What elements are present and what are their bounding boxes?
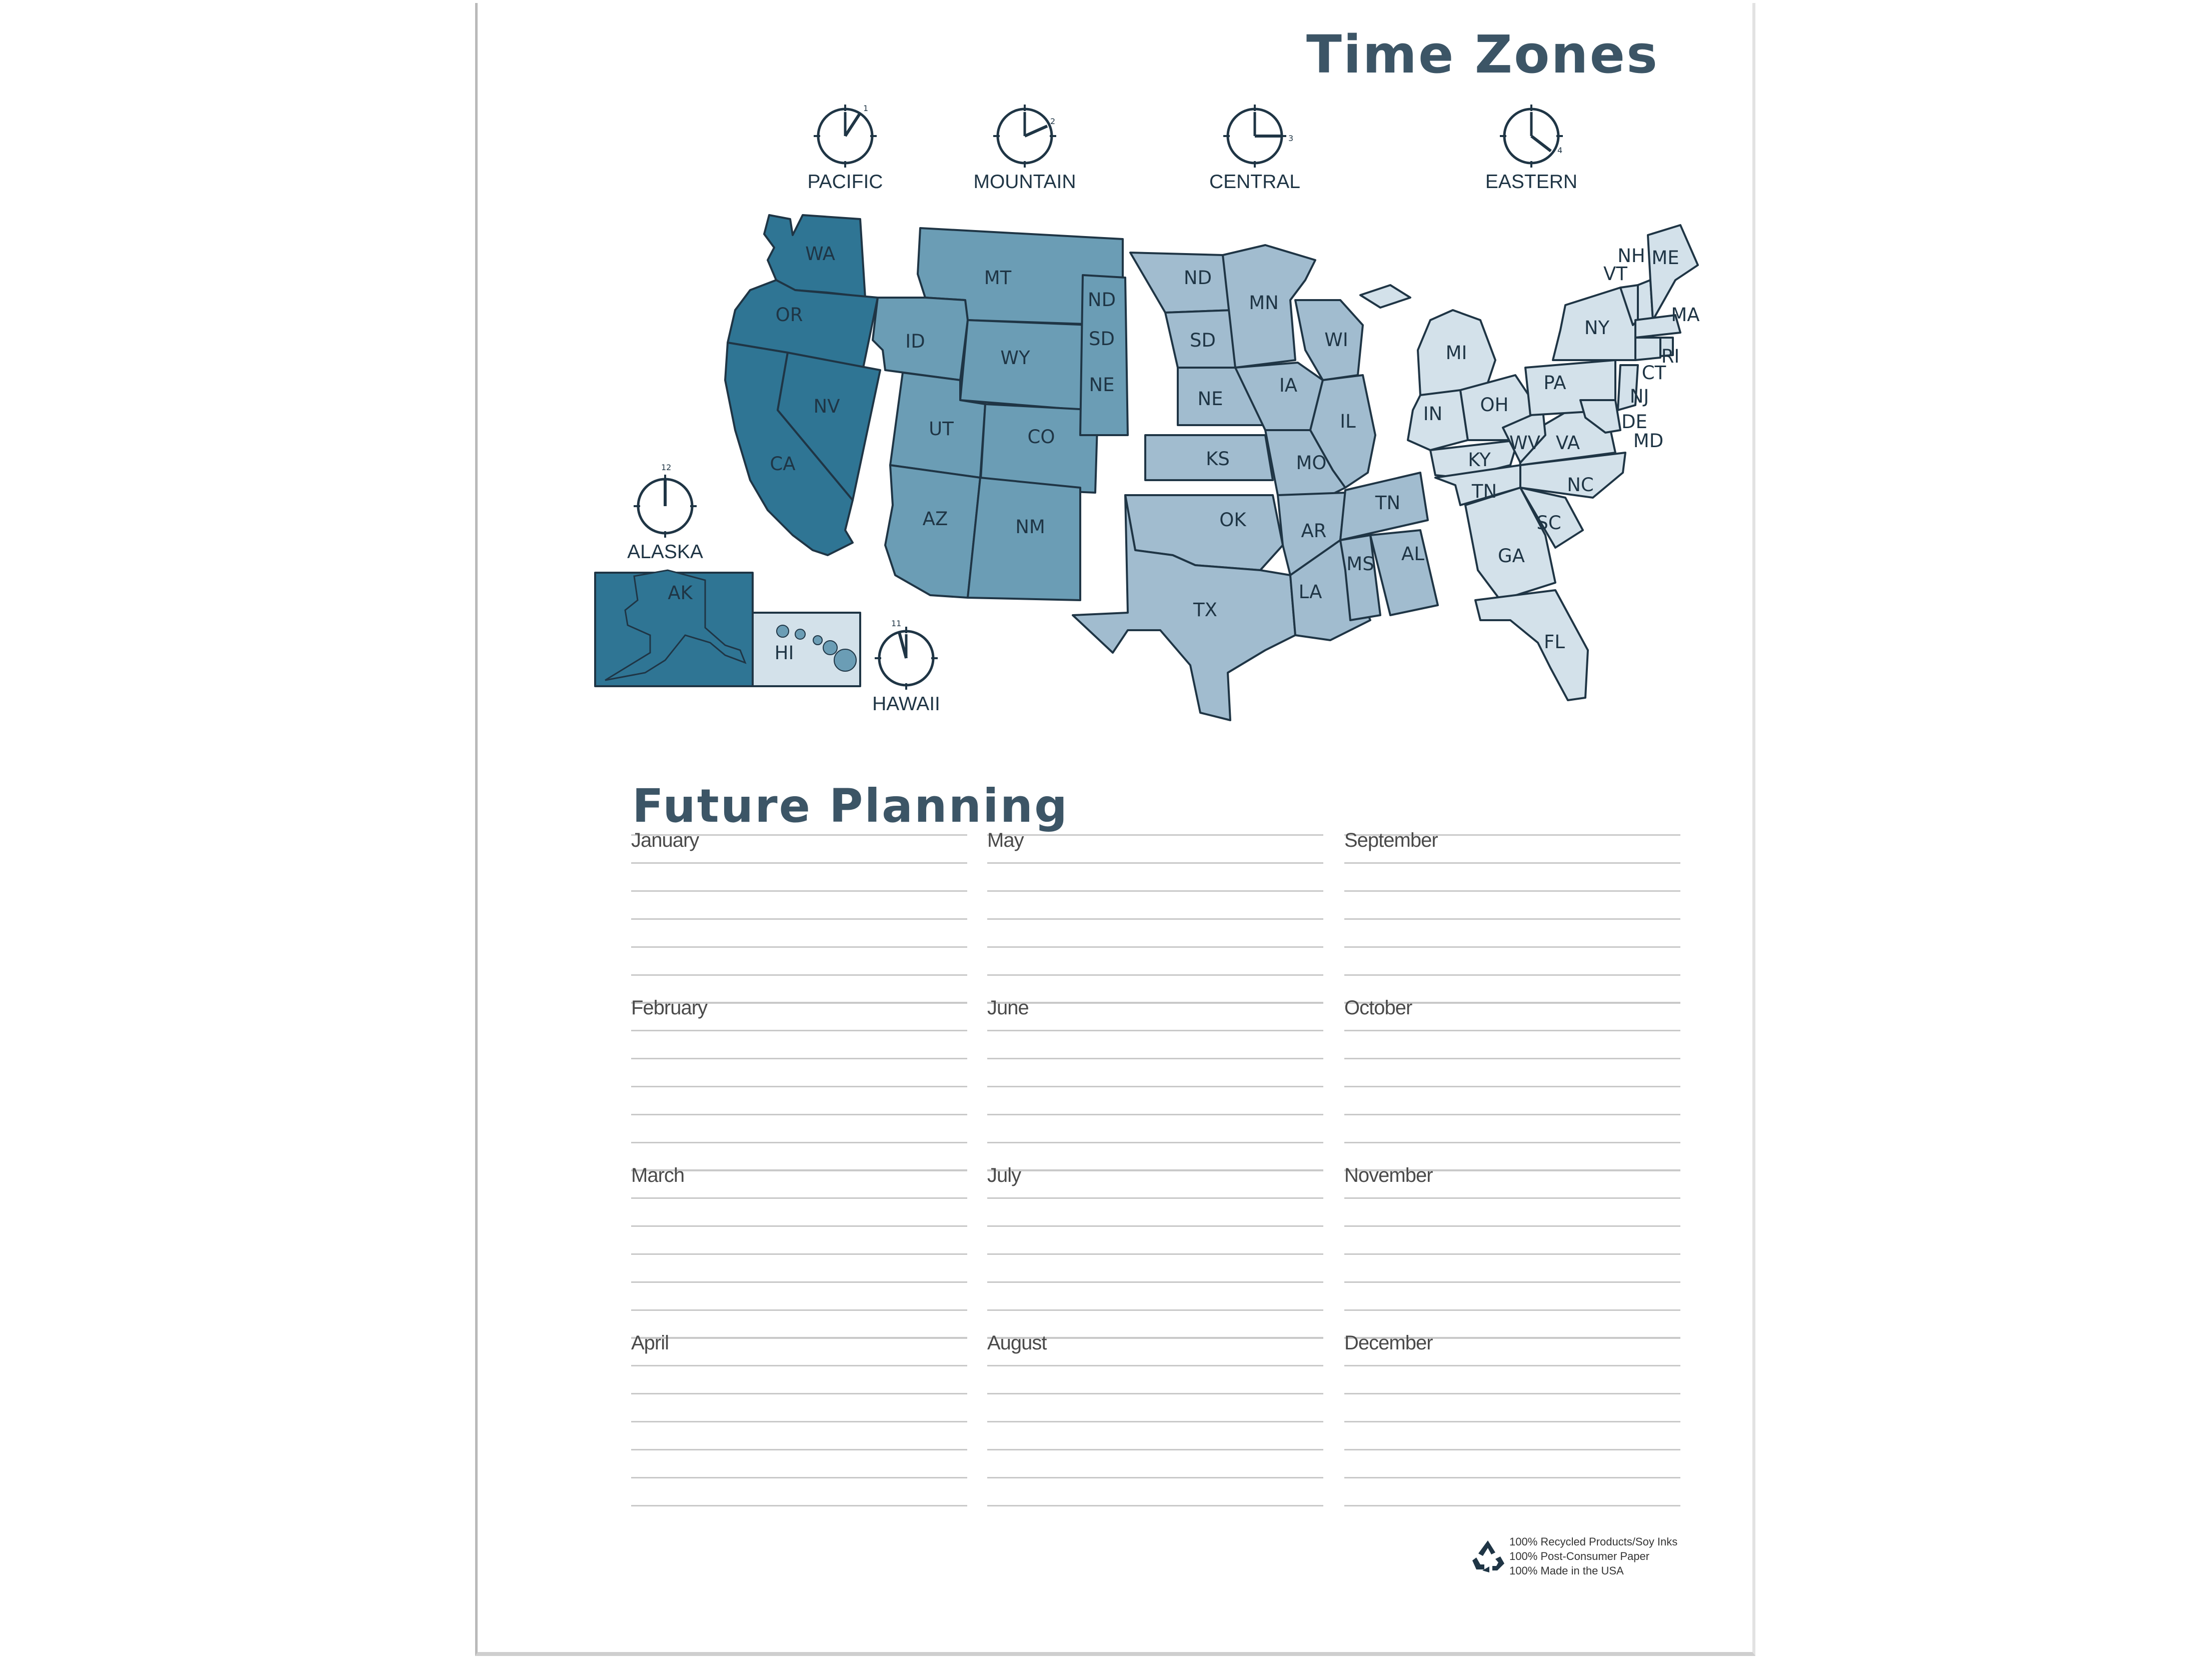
note-line <box>987 1449 1323 1450</box>
month-block-october <box>1344 997 1680 1171</box>
month-name: January <box>631 829 699 851</box>
note-line <box>631 1281 967 1283</box>
note-line <box>631 1421 967 1422</box>
note-line <box>1344 890 1680 892</box>
note-line <box>631 1114 967 1115</box>
month-name: August <box>987 1332 1047 1354</box>
clock-label-mountain: MOUNTAIN <box>973 171 1076 193</box>
month-name: October <box>1344 997 1412 1019</box>
note-line <box>987 974 1323 976</box>
note-line <box>631 1337 967 1338</box>
month-block-february <box>631 997 967 1171</box>
note-line <box>631 1253 967 1255</box>
state-label: MS <box>1346 553 1374 575</box>
note-line <box>631 1086 967 1087</box>
state-label: MD <box>1633 430 1664 452</box>
recycle-icon <box>1469 1538 1506 1572</box>
note-line <box>631 1197 967 1199</box>
month-name: June <box>987 997 1029 1019</box>
note-line <box>987 1505 1323 1506</box>
state-nm <box>968 478 1080 600</box>
note-line <box>987 862 1323 864</box>
month-block-september <box>1344 829 1680 1003</box>
month-block-april <box>631 1332 967 1506</box>
note-line <box>987 1086 1323 1087</box>
month-block-july <box>987 1164 1323 1338</box>
state-label: KS <box>1206 448 1230 470</box>
note-line <box>1344 1225 1680 1227</box>
future-planning-title: Future Planning <box>632 779 1069 833</box>
note-line <box>987 1002 1323 1003</box>
clock-label-alaska: ALASKA <box>627 541 703 563</box>
note-line <box>987 1393 1323 1394</box>
note-line <box>987 1058 1323 1059</box>
state-label: ME <box>1651 247 1679 269</box>
state-label: OR <box>775 304 803 326</box>
note-line <box>631 1365 967 1366</box>
state-label: ND <box>1183 267 1212 289</box>
note-line <box>987 1309 1323 1311</box>
note-line <box>987 1030 1323 1031</box>
state-label: PA <box>1543 372 1566 394</box>
month-name: December <box>1344 1332 1433 1354</box>
hawaii-island <box>834 649 856 671</box>
state-label: CA <box>770 453 796 475</box>
state-label: MN <box>1249 292 1279 314</box>
state-label: WI <box>1324 329 1348 351</box>
state-label: MO <box>1296 452 1327 474</box>
note-line <box>987 1225 1323 1227</box>
month-block-december <box>1344 1332 1680 1506</box>
state-label: MT <box>984 267 1012 289</box>
month-name: November <box>1344 1164 1433 1186</box>
state-label: AR <box>1301 520 1327 542</box>
note-line <box>631 890 967 892</box>
note-line <box>987 946 1323 948</box>
state-label: NJ <box>1629 386 1649 407</box>
note-line <box>631 1030 967 1031</box>
note-line <box>631 946 967 948</box>
clock-hour-number: 1 <box>863 104 869 113</box>
note-line <box>987 834 1323 836</box>
state-az <box>885 465 980 598</box>
state-label: DE <box>1621 411 1647 433</box>
note-line <box>1344 1421 1680 1422</box>
clock-label-eastern: EASTERN <box>1485 171 1578 193</box>
note-line <box>631 974 967 976</box>
note-line <box>1344 1393 1680 1394</box>
month-name: February <box>631 997 708 1019</box>
state-mi-up <box>1360 285 1410 308</box>
note-line <box>1344 974 1680 976</box>
note-line <box>987 1169 1323 1171</box>
recycled-notice-line: 100% Post-Consumer Paper <box>1509 1550 1650 1562</box>
state-label: ND <box>1087 289 1116 311</box>
note-line <box>987 918 1323 920</box>
state-label: IN <box>1423 403 1443 425</box>
note-line <box>1344 1505 1680 1506</box>
note-line <box>631 1477 967 1478</box>
state-label: SC <box>1536 512 1561 534</box>
note-line <box>1344 918 1680 920</box>
note-line <box>1344 946 1680 948</box>
note-line <box>987 1365 1323 1366</box>
state-label: HI <box>774 642 794 664</box>
note-line <box>631 918 967 920</box>
note-line <box>631 1142 967 1143</box>
note-line <box>631 1225 967 1227</box>
note-line <box>987 1281 1323 1283</box>
clock-hour-number: 11 <box>891 619 902 628</box>
note-line <box>631 1058 967 1059</box>
recycled-notice-line: 100% Recycled Products/Soy Inks <box>1509 1535 1678 1548</box>
clock-label-pacific: PACIFIC <box>807 171 883 193</box>
note-line <box>987 1197 1323 1199</box>
hawaii-island <box>823 641 837 655</box>
state-label: OK <box>1219 509 1246 531</box>
month-name: May <box>987 829 1024 851</box>
state-label: AL <box>1401 543 1424 565</box>
clock-hour-number: 2 <box>1050 117 1056 126</box>
state-ct <box>1635 338 1660 360</box>
note-line <box>631 1393 967 1394</box>
clock-hour-number: 12 <box>661 463 672 472</box>
state-label: RI <box>1661 346 1680 367</box>
state-label: AZ <box>922 508 948 530</box>
state-label: VT <box>1603 263 1627 285</box>
state-label: NY <box>1584 317 1610 339</box>
state-label: NH <box>1617 245 1645 267</box>
state-label: MA <box>1671 304 1700 326</box>
state-label: KY <box>1468 449 1491 471</box>
note-line <box>1344 1477 1680 1478</box>
month-block-august <box>987 1332 1323 1506</box>
state-label: SD <box>1190 330 1216 351</box>
hawaii-island <box>813 636 822 645</box>
state-label: GA <box>1498 545 1525 567</box>
state-label: WY <box>1000 347 1030 369</box>
month-name: March <box>631 1164 685 1186</box>
state-label: IA <box>1279 375 1298 396</box>
note-line <box>1344 1253 1680 1255</box>
note-line <box>1344 1449 1680 1450</box>
clock-label-central: CENTRAL <box>1209 171 1301 193</box>
note-line <box>1344 1197 1680 1199</box>
time-zones-title: Time Zones <box>1306 24 1659 85</box>
month-name: July <box>987 1164 1021 1186</box>
state-label: ID <box>905 331 925 352</box>
state-label: UT <box>929 418 954 440</box>
state-label: NC <box>1567 474 1594 496</box>
us-time-zone-map <box>0 0 2212 750</box>
note-line <box>1344 1365 1680 1366</box>
state-label: NE <box>1197 388 1223 410</box>
month-name: April <box>631 1332 669 1354</box>
state-label: CT <box>1641 362 1666 384</box>
state-label: FL <box>1544 631 1565 653</box>
state-nd <box>1130 253 1233 313</box>
state-label: MI <box>1445 342 1467 364</box>
recycled-notice-line: 100% Made in the USA <box>1509 1564 1624 1577</box>
note-line <box>1344 1281 1680 1283</box>
month-block-january <box>631 829 967 1003</box>
note-line <box>987 1421 1323 1422</box>
state-label: IL <box>1340 411 1356 432</box>
state-label: OH <box>1480 394 1509 416</box>
state-label: VA <box>1555 432 1580 454</box>
state-label: AK <box>668 582 693 604</box>
note-line <box>987 1477 1323 1478</box>
state-label: TN <box>1375 492 1401 514</box>
state-label: NV <box>813 396 840 417</box>
note-line <box>1344 1086 1680 1087</box>
note-line <box>987 890 1323 892</box>
note-line <box>631 1449 967 1450</box>
state-label: LA <box>1298 581 1322 603</box>
hawaii-island <box>777 625 789 637</box>
note-line <box>1344 1030 1680 1031</box>
state-label: CO <box>1027 426 1055 448</box>
month-block-november <box>1344 1164 1680 1338</box>
note-line <box>1344 1114 1680 1115</box>
note-line <box>987 1253 1323 1255</box>
note-line <box>1344 1309 1680 1311</box>
month-name: September <box>1344 829 1438 851</box>
hawaii-island <box>795 629 805 639</box>
note-line <box>987 1114 1323 1115</box>
state-label: NE <box>1089 374 1115 396</box>
clock-label-hawaii: HAWAII <box>872 693 940 715</box>
state-fl <box>1475 590 1588 700</box>
month-block-may <box>987 829 1323 1003</box>
state-label: NM <box>1015 516 1045 538</box>
note-line <box>1344 1142 1680 1143</box>
recycled-notice <box>1509 1534 1677 1578</box>
clock-hour-number: 4 <box>1557 146 1563 155</box>
note-line <box>631 1309 967 1311</box>
state-label: TX <box>1193 599 1217 621</box>
state-label: WV <box>1509 432 1540 454</box>
note-line <box>631 1505 967 1506</box>
state-label: SD <box>1089 328 1115 350</box>
state-label: TN <box>1471 481 1497 502</box>
month-block-march <box>631 1164 967 1338</box>
note-line <box>1344 1058 1680 1059</box>
note-line <box>631 862 967 864</box>
state-label: WA <box>805 243 835 265</box>
note-line <box>1344 862 1680 864</box>
note-line <box>987 1142 1323 1143</box>
clock-hour-number: 3 <box>1288 134 1294 143</box>
month-block-june <box>987 997 1323 1171</box>
